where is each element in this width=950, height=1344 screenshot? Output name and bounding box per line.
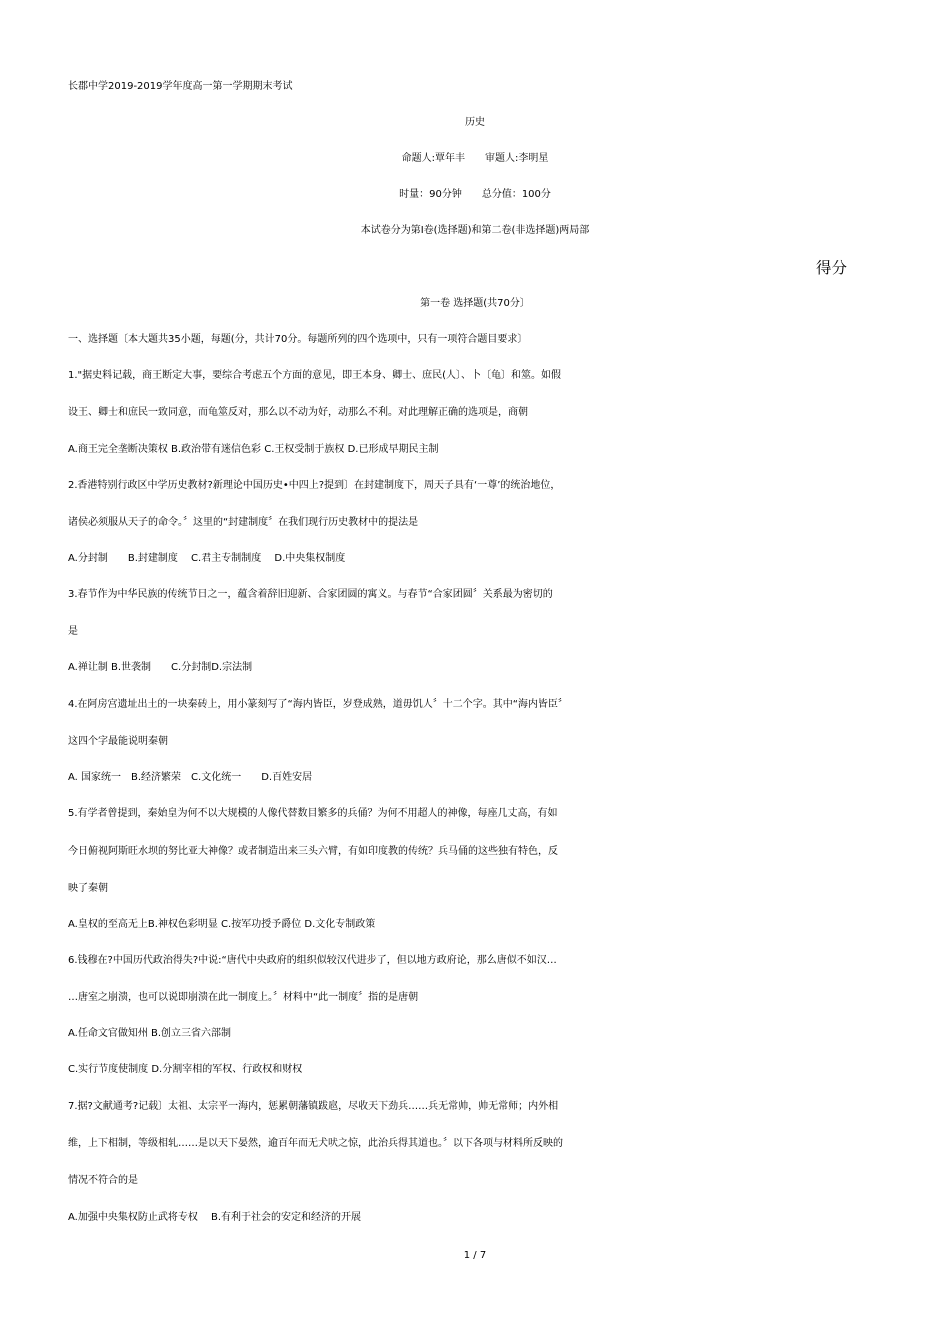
question-1-line-1: 1."据史料记载，商王断定大事，要综合考虑五个方面的意见，即王本身、卿士、庶民(人〕、卜〔龟〕和筮。如假 [68,370,562,381]
question-4-options: A. 国家统一 B.经济繁荣 C.文化统一 D.百姓安居 [68,772,313,783]
question-7-line-1: 7.据?文献通考?记载〕太祖、太宗平一海内，惩累朝藩镇跋扈，尽收天下劲兵……兵无常帅，帅无常师；内外相 [68,1101,559,1112]
authors-line: 命题人:覃年丰 审题人:李明星 [401,153,549,164]
section-instruction: 一、选择题〔本大题共35小题，每题(分，共计70分。每题所列的四个选项中，只有一项符合题目要求〕 [68,334,528,345]
question-7-line-3: 情况不符合的是 [68,1175,138,1186]
school-title: 长郡中学2019-2019学年度高一第一学期期末考试 [68,81,293,92]
question-6-line-1: 6.钱穆在?中国历代政治得失?中说:“唐代中央政府的组织似较汉代进步了，但以地方政府论，那么唐似不如汉… [68,955,557,966]
question-4-line-1: 4.在阿房宫遗址出土的一块秦砖上，用小篆刻写了“海内皆臣，岁登成熟，道毋饥人〞十二个字。其中“海内皆臣〞 [68,699,568,710]
question-5-line-3: 映了秦朝 [68,883,108,894]
question-1-line-2: 设王、卿士和庶民一致同意，而龟筮反对，那么以不动为好，动那么不利。对此理解正确的选项是，商朝 [68,407,528,418]
question-6-line-2: …唐室之崩溃，也可以说即崩溃在此一制度上。〞材料中“此一制度〞指的是唐朝 [68,992,419,1003]
score-label: 得分 [816,259,848,277]
subject-title: 历史 [465,117,485,128]
question-2-line-2: 诸侯必须服从天子的命令。〞这里的“封建制度〞在我们现行历史教材中的提法是 [68,517,419,528]
question-4-line-2: 这四个字最能说明秦朝 [68,736,168,747]
section-title: 第一卷 选择题(共70分〕 [420,298,530,309]
question-1-options: A.商王完全垄断决策权 B.政治带有迷信色彩 C.王权受制于族权 D.已形成早期民主制 [68,444,439,455]
page-number: 1 / 7 [463,1250,487,1261]
question-3-options: A.禅让制 B.世袭制 C.分封制D.宗法制 [68,662,253,673]
question-7-line-2: 维，上下相制，等级相轧……是以天下晏然，逾百年而无犬吠之惊，此治兵得其道也。〞以下各项与材料所反映的 [68,1138,563,1149]
question-7-options: A.加强中央集权防止武将专权 B.有利于社会的安定和经济的开展 [68,1212,362,1223]
question-2-line-1: 2.香港特别行政区中学历史教材?新理论中国历史•中四上?提到〕在封建制度下，周天子具有‘一尊’的统治地位， [68,480,561,491]
question-6-options-1: A.任命文官做知州 B.创立三省六部制 [68,1028,232,1039]
time-score-line: 时量：90分钟 总分值：100分 [399,189,551,200]
question-3-line-2: 是 [68,626,78,637]
intro-line: 本试卷分为第I卷(选择题)和第二卷(非选择题)两局部 [360,225,590,236]
question-5-line-2: 今日俯视阿斯旺水坝的努比亚大神像？或者制造出来三头六臂，有如印度教的传统？兵马俑的这些独有特色，反 [68,846,558,857]
question-5-line-1: 5.有学者曾提到，秦始皇为何不以大规模的人像代替数目繁多的兵俑？为何不用超人的神像，每座几丈高，有如 [68,808,558,819]
question-6-options-2: C.实行节度使制度 D.分割宰相的军权、行政权和财权 [68,1064,303,1075]
question-2-options: A.分封制 B.封建制度 C.君主专制制度 D.中央集权制度 [68,553,346,564]
question-5-options: A.皇权的至高无上B.神权色彩明显 C.按军功授予爵位 D.文化专制政策 [68,919,376,930]
question-3-line-1: 3.春节作为中华民族的传统节日之一，蕴含着辞旧迎新、合家团圆的寓义。与春节“合家团圆〞关系最为密切的 [68,589,553,600]
